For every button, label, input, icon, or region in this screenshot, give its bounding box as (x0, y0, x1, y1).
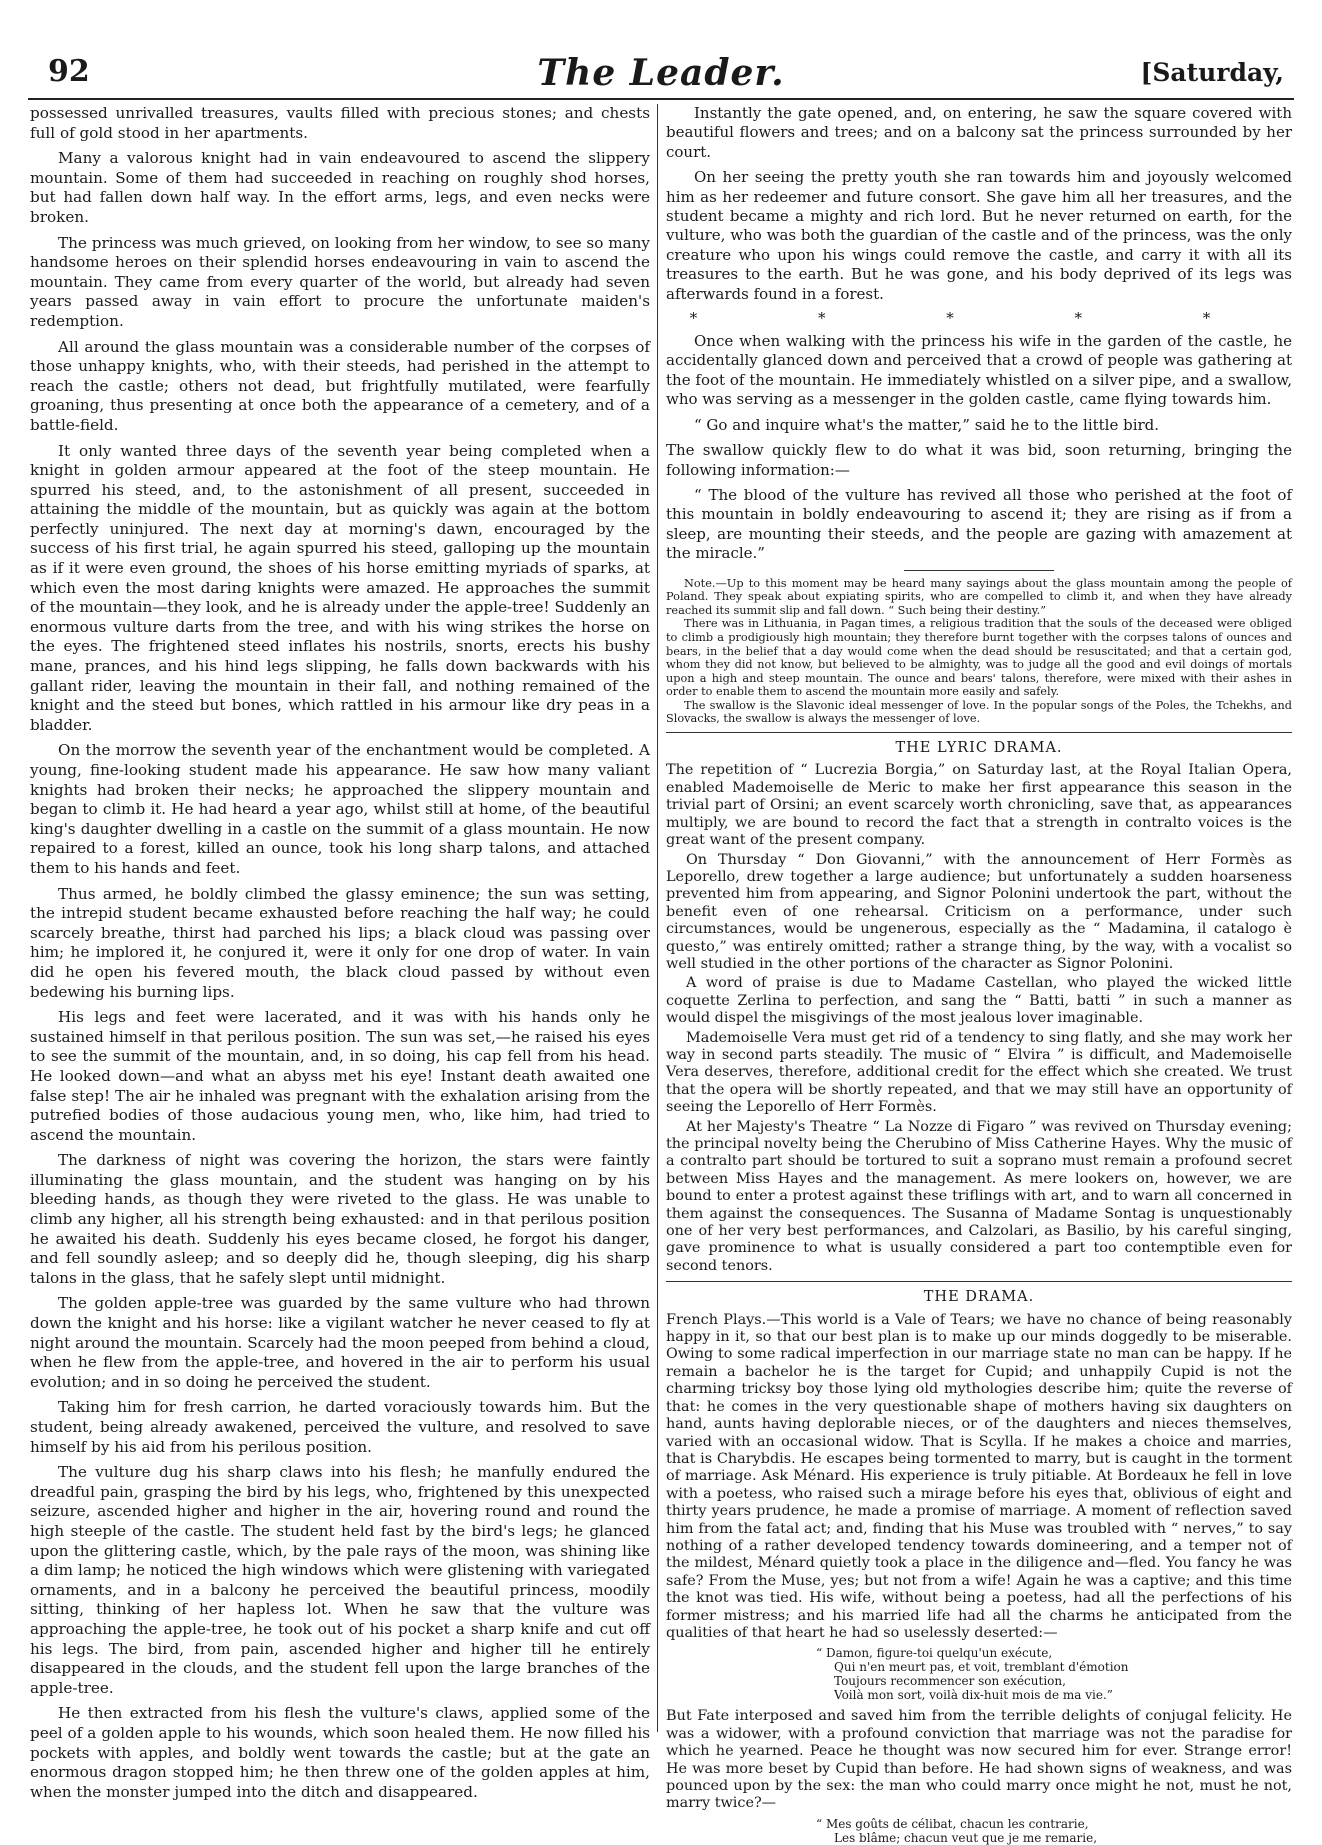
verse-line: Qui n'en meurt pas, et voit, tremblant d'émotion (834, 1660, 1129, 1675)
verse-quote (816, 1646, 1292, 1702)
story-paragraph: On her seeing the pretty youth she ran towards him and joyously welcomed him as her redeemer and future consort. She gave him all her treasures, and the student became a mighty and rich lord. But he never returned on earth, for the vulture, who was both the guardian of the castle and of the princess, was the only creature who upon his wings could remove the castle, and carry it with all its treasures to the earth. But he was gone, and his body deprived of its legs was afterwards found in a forest. (666, 168, 1292, 303)
page-number: 92 (48, 54, 90, 89)
story-paragraph: He then extracted from his flesh the vulture's claws, applied some of the peel of a golden apple to his wounds, which soon healed them. He now filled his pockets with apples, and boldly went towards the castle; but at the gate an enormous dragon stopped him; he then threw one of the golden apples at him, when the monster jumped into the ditch and disappeared. (30, 1704, 650, 1801)
lyric-drama-heading: THE LYRIC DRAMA. (895, 740, 1063, 757)
masthead (28, 52, 1294, 98)
verse-line: “ Damon, figure-toi quelqu'un exécute, (816, 1646, 1053, 1661)
story-paragraph: “ Go and inquire what's the matter,” said he to the little bird. (694, 415, 1160, 434)
left-column (30, 104, 651, 1801)
story-paragraph: The princess was much grieved, on looking from her window, to see so many handsome heroes on their splendid horses endeavouring in vain to ascend the mountain. They came from every quarter of the world, but already had seven years passed away in vain effort to procure the unfortunate maiden's redemption. (30, 233, 651, 330)
story-paragraph: The darkness of night was covering the horizon, the stars were faintly illuminating the glass mountain, and the student was hanging on by his bleeding hands, as though they were riveted to the glass. He was unable to climb any higher, all his strength being exhausted: and in that perilous position he awaited his death. Suddenly his eyes became closed, he forgot his danger, and fell soundly asleep; and so deeply did he, though sleeping, dig his sharp talons in the glass, that he safely slept until midnight. (30, 1151, 650, 1287)
verse-quote (816, 1817, 1292, 1845)
verse-line: Toujours recommencer son exécution, (834, 1674, 1066, 1689)
story-paragraph: It only wanted three days of the seventh year being completed when a knight in golden armour appeared at the foot of the steep mountain. He spurred his steed, and, to the astonishment of all present, succeeded in attaining the middle of the mountain, but as quickly was again at the bottom perfectly uninjured. The next day at morning's dawn, encouraged by the success of his first trial, he again spurred his steed, galloping up the mountain as if it were even ground, the shoes of his horse emitting myriads of sparks, at which even the most daring knights were amazed. He approaches the summit of the mountain—they look, and he is already under the apple-tree! Suddenly an enormous vulture darts from the tree, and with his wing strikes the horse on the eyes. The frightened steed inflates his nostrils, snorts, erects his bushy mane, prances, and his hind legs slipping, he falls down backwards with his gallant rider, leaving the mountain in their fall, and nothing remained of the knight and the steed but bones, which rattled in his armour like dry peas in a bladder. (30, 441, 650, 734)
issue-day: [Saturday, (1140, 58, 1284, 87)
story-paragraph: Thus armed, he boldly climbed the glassy eminence; the sun was setting, the intrepid student became exhausted before reaching the half way; he could scarcely breathe, thirst had parched his lips; a black cloud was passing over him; he implored it, he conjured it, were it only for one drop of water. In vain did he open his fevered mouth, the black cloud passed by without even bedewing his burning lips. (30, 884, 650, 1001)
drama-section (666, 1312, 1292, 1845)
section-rule (666, 1281, 1292, 1282)
story-paragraph: possessed unrivalled treasures, vaults filled with precious stones; and chests full of gold stood in her apartments. (30, 104, 650, 142)
story-paragraph: All around the glass mountain was a considerable number of the corpses of those unhappy knights, who, with their steeds, had perished in the attempt to reach the castle; others not dead, but frightfully mutilated, were fearfully groaning, thus presenting at once both the appearance of a cemetery, and of a battle-field. (30, 337, 650, 434)
drama-heading: THE DRAMA. (923, 1289, 1035, 1306)
verse-line: Les blâme; chacun veut que je me remarie, (834, 1830, 1098, 1845)
footnote: Note.—Up to this moment may be heard many sayings about the glass mountain among the people of Poland. They speak about expiating spirits, who are compelled to climb it, and when they have already reached its summit slip and fall down. “ Such being their destiny.” (666, 576, 1292, 617)
story-paragraph: “ The blood of the vulture has revived all those who perished at the foot of this mountain in boldly endeavouring to ascend it; they are rising as if from a sleep, are mounting their steeds, and the people are gazing with amazement at the miracle.” (666, 485, 1292, 563)
paper-title: The Leader. (537, 52, 785, 94)
review-paragraph: French Plays.—This world is a Vale of Tears; we have no chance of being reasonably happy in it, so that our best plan is to make up our minds doggedly to be miserable. Owing to some radical imperfection in our marriage state no man can be happy. If he remain a bachelor he is the target for Cupid; and unhappily Cupid is not the charming tricksy boy those lying old mythologies describe him; quite the reverse of that: he comes in the very questionable shape of mothers having six daughters on hand, aunts having deplorable nieces, or of the daughters and nieces themselves, varied with an occasional widow. That is Scylla. If he makes a choice and marries, that is Charybdis. He escapes being tormented to marry, but is caught in the torment of marriage. Ask Ménard. His experience is truly pitiable. At Bordeaux he fell in love with a poetess, who raised such a mirage before his eyes that, oblivious of eight and thirty years prudence, he made a promise of marriage. A moment of reflection saved him from the fatal act; and, finding that his Muse was troubled with “ nerves,” to say nothing of a rather developed tendency towards domineering, and a temper not of the mildest, Ménard quietly took a place in the diligence and—fled. You fancy he was safe? From the Muse, yes; but not from a wife! Again he was a captive; and this time the knot was tied. His wife, without being a poetess, had all the perfections of his former mistress; and his married life had all the charms he anticipated from the qualities of that heart he had so uselessly deserted:— (666, 1311, 1292, 1641)
story-paragraph: Taking him for fresh carrion, he darted voraciously towards him. But the student, being already awakened, perceived the vulture, and resolved to save himself by his aid from his perilous position. (30, 1398, 650, 1456)
section-break-stars: * * * * * (689, 309, 1269, 328)
review-paragraph: On Thursday “ Don Giovanni,” with the announcement of Herr Formès as Leporello, drew together a large audience; but unfortunately a sudden hoarseness prevented him from appearing, and Signor Polonini undertook the part, without the benefit even of one rehearsal. Criticism on a performance, under such circumstances, would be ungenerous, especially as the “ Madamina, il catalogo è questo,” was entirely omitted; rather a strange thing, by the way, with a vocalist so well studied in the other portions of the character as Signor Polonini. (666, 851, 1292, 972)
review-paragraph: But Fate interposed and saved him from the terrible delights of conjugal felicity. He was a widower, with a profound conviction that marriage was not the paradise for which he yearned. Peace he thought was now secured him for ever. Strange error! He was more beset by Cupid than before. He had shown signs of weakness, and was pounced upon by the sex: the man who could marry once might he not, must he not, marry twice?— (666, 1708, 1292, 1812)
column-divider (657, 104, 658, 1732)
header-rule (28, 98, 1294, 100)
section-rule (666, 732, 1292, 733)
story-paragraph: The swallow quickly flew to do what it was bid, soon returning, bringing the following information:— (666, 441, 1292, 479)
story-paragraph: The golden apple-tree was guarded by the same vulture who had thrown down the knight and his horse: like a vigilant watcher he never ceased to fly at night around the mountain. Scarcely had the moon peeped from behind a cloud, when he flew from the apple-tree, and hovered in the air to perform his usual evolution; and in so doing he perceived the student. (30, 1294, 650, 1391)
footnote: The swallow is the Slavonic ideal messenger of love. In the popular songs of the Poles, the Tchekhs, and Slovacks, the swallow is always the messenger of love. (666, 698, 1292, 726)
review-paragraph: The repetition of “ Lucrezia Borgia,” on Saturday last, at the Royal Italian Opera, enabled Mademoiselle de Meric to make her first appearance this season in the trivial part of Orsini; an event scarcely worth chronicling, save that, as appearances multiply, we are bound to record the fact that a strength in contralto voices is the great want of the present company. (666, 762, 1292, 849)
story-paragraph: The vulture dug his sharp claws into his flesh; he manfully endured the dreadful pain, grasping the bird by his legs, who, frightened by this unexpected seizure, ascended higher and higher in the air, hovering round and round the high steeple of the castle. The student held fast by the bird's legs; he glanced upon the glittering castle, which, by the pale rays of the moon, was shining like a dim lamp; he noticed the high windows which were glistening with variegated ornaments, and in a balcony he perceived the beautiful princess, moodily sitting, thinking of her hapless lot. When he saw that the vulture was approaching the apple-tree, he took out of his pocket a sharp knife and cut off his legs. The bird, from pain, ascended higher and higher till he entirely disappeared in the clouds, and the student fell upon the large branches of the apple-tree. (30, 1463, 650, 1697)
verse-line: “ Mes goûts de célibat, chacun les contrarie, (816, 1816, 1089, 1831)
story-paragraph: On the morrow the seventh year of the enchantment would be completed. A young, fine-looking student made his appearance. He saw how many valiant knights had broken their necks; he approached the slippery mountain and began to climb it. He had heard a year ago, whilst still at home, of the beautiful king's daughter dwelling in a castle on the summit of a glass mountain. He now repaired to a forest, killed an ounce, took his long sharp talons, and attached them to his hands and feet. (30, 741, 650, 877)
footnotes (666, 577, 1292, 727)
review-paragraph: At her Majesty's Theatre “ La Nozze di Figaro ” was revived on Thursday evening; the principal novelty being the Cherubino of Miss Catherine Hayes. Why the music of a contralto part should be tortured to suit a soprano must remain a profound secret between Miss Hayes and the management. As mere lookers on, however, we are bound to enter a protest against these triflings with art, and to warn all concerned in them against the consequences. The Susanna of Madame Sontag is unquestionably one of her very best performances, and Calzolari, as Basilio, by his careful singing, gave prominence to what is usually considered a part too contemptible even for second tenors. (666, 1118, 1292, 1274)
right-column (666, 104, 1292, 1845)
story-paragraph: His legs and feet were lacerated, and it was with his hands only he sustained himself in that perilous position. The sun was set,—he raised his eyes to see the summit of the mountain, and, in so doing, his cap fell from his head. He looked down—and what an abyss met his eye! Instant death awaited one false step! The air he inhaled was pregnant with the exhalation arising from the putrefied bodies of those audacious young men, who, like him, had tried to ascend the mountain. (30, 1008, 650, 1144)
review-paragraph: A word of praise is due to Madame Castellan, who played the wicked little coquette Zerlina to perfection, and sang the “ Batti, batti ” in such a manner as would dispel the misgivings of the most jealous lover imaginable. (666, 975, 1292, 1027)
story-paragraph: Many a valorous knight had in vain endeavoured to ascend the slippery mountain. Some of them had succeeded in reaching on roughly shod horses, but had fallen down half way. In the effort arms, legs, and even necks were broken. (30, 149, 650, 226)
footnote: There was in Lithuania, in Pagan times, a religious tradition that the souls of the deceased were obliged to climb a prodigiously high mountain; they therefore burnt together with the corpses talons of ounces and bears, in the belief that a day would come when the dead should be resuscitated; and that a certain god, whom they did not know, but believed to be almighty, was to judge all the good and evil doings of mortals upon a high and steep mountain. The ounce and bears' talons, therefore, were mixed with their ashes in order to enable them to ascend the mountain more easily and safely. (666, 617, 1292, 699)
story-paragraph: Once when walking with the princess his wife in the garden of the castle, he accidentally glanced down and perceived that a crowd of people was gathering at the foot of the mountain. He immediately whistled on a silver pipe, and a swallow, who was serving as a messenger in the golden castle, came flying towards him. (666, 332, 1292, 409)
review-paragraph: Mademoiselle Vera must get rid of a tendency to sing flatly, and she may work her way in second parts steadily. The music of “ Elvira ” is difficult, and Mademoiselle Vera deserves, therefore, additional credit for the effect which she created. We trust that the opera will be shortly repeated, and that we may still have an opportunity of seeing the Leporello of Herr Formès. (666, 1029, 1292, 1116)
verse-line: Voilà mon sort, voilà dix-huit mois de ma vie.” (834, 1688, 1113, 1703)
lyric-drama-section (666, 762, 1292, 1275)
note-rule (904, 570, 1054, 571)
story-paragraph: Instantly the gate opened, and, on entering, he saw the square covered with beautiful flowers and trees; and on a balcony sat the princess surrounded by her court. (666, 104, 1292, 161)
